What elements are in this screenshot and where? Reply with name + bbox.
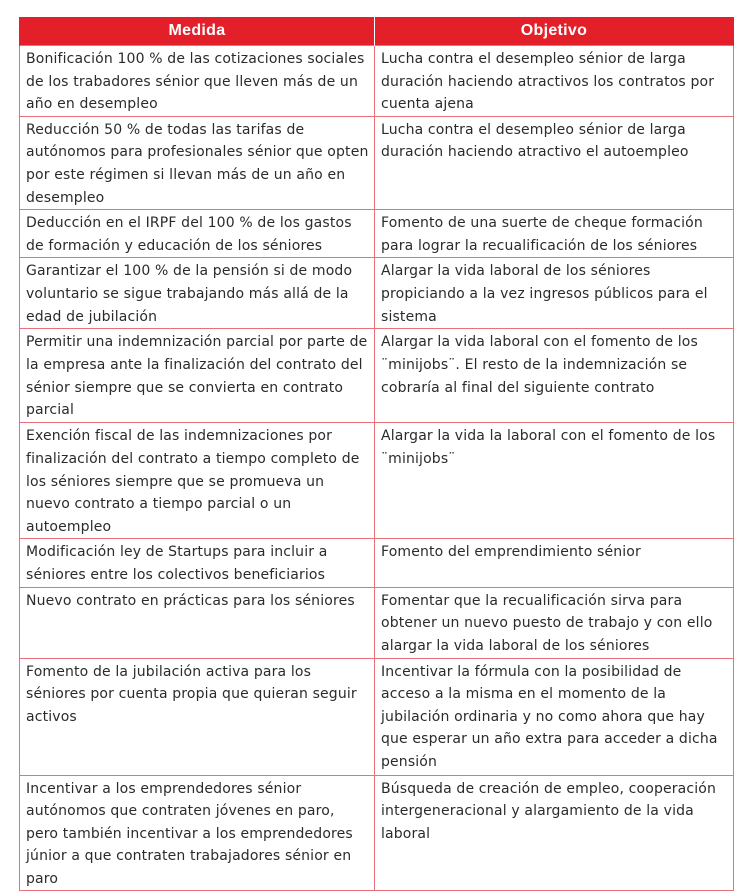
measures-table: [19, 17, 734, 891]
table-row: [20, 539, 734, 587]
measure-cell: Deducción en el IRPF del 100 % de los gastos de formación y educación de los séniores: [20, 210, 375, 258]
objective-cell: Lucha contra el desempleo sénior de larga duración haciendo atractivos los contratos por cuenta ajena: [375, 46, 734, 117]
objective-cell: Alargar la vida laboral con el fomento de los ¨minijobs¨. El resto de la indemnización se cobraría al final del siguiente contrato: [375, 329, 734, 423]
objective-cell: Búsqueda de creación de empleo, cooperación intergeneracional y alargamiento de la vida laboral: [375, 775, 734, 891]
table-row: [20, 210, 734, 258]
measure-cell: Reducción 50 % de todas las tarifas de autónomos para profesionales sénior que opten por este régimen si llevan más de un año en desempleo: [20, 116, 375, 209]
objective-cell: Fomentar que la recualificación sirva para obtener un nuevo puesto de trabajo y con ello alargar la vida laboral de los séniores: [375, 587, 734, 658]
objective-cell: Alargar la vida la laboral con el fomento de los ¨minijobs¨: [375, 423, 734, 539]
measure-cell: Fomento de la jubilación activa para los séniores por cuenta propia que quieran seguir activos: [20, 658, 375, 775]
table-row: [20, 423, 734, 539]
objective-cell: Alargar la vida laboral de los séniores propiciando a la vez ingresos públicos para el sistema: [375, 258, 734, 329]
table-header: [20, 17, 734, 46]
measure-cell: Incentivar a los emprendedores sénior autónomos que contraten jóvenes en paro, pero también incentivar a los emprendedores júnior a que contraten trabajadores sénior en paro: [20, 775, 375, 891]
table-row: [20, 658, 734, 775]
objective-cell: Incentivar la fórmula con la posibilidad de acceso a la misma en el momento de la jubilación ordinaria y no como ahora que hay que esperar un año extra para acceder a dicha pensión: [375, 658, 734, 775]
measure-cell: Permitir una indemnización parcial por parte de la empresa ante la finalización del contrato del sénior siempre que se convierta en contrato parcial: [20, 329, 375, 423]
objective-cell: Lucha contra el desempleo sénior de larga duración haciendo atractivo el autoempleo: [375, 116, 734, 209]
header-objective: Objetivo: [375, 17, 734, 46]
table-row: [20, 46, 734, 117]
table-row: [20, 116, 734, 209]
table-row: [20, 587, 734, 658]
objective-cell: Fomento de una suerte de cheque formación para lograr la recualificación de los séniores: [375, 210, 734, 258]
header-measure: Medida: [20, 17, 375, 46]
measure-cell: Bonificación 100 % de las cotizaciones sociales de los trabadores sénior que lleven más de un año en desempleo: [20, 46, 375, 117]
table-body: [20, 46, 734, 891]
measure-cell: Exención fiscal de las indemnizaciones por finalización del contrato a tiempo completo de los séniores siempre que se promueva un nuevo contrato a tiempo parcial o un autoempleo: [20, 423, 375, 539]
table-row: [20, 258, 734, 329]
table-row: [20, 775, 734, 891]
measure-cell: Nuevo contrato en prácticas para los séniores: [20, 587, 375, 658]
objective-cell: Fomento del emprendimiento sénior: [375, 539, 734, 587]
measure-cell: Garantizar el 100 % de la pensión si de modo voluntario se sigue trabajando más allá de la edad de jubilación: [20, 258, 375, 329]
header-row: [20, 17, 734, 46]
measure-cell: Modificación ley de Startups para incluir a séniores entre los colectivos beneficiarios: [20, 539, 375, 587]
table-row: [20, 329, 734, 423]
